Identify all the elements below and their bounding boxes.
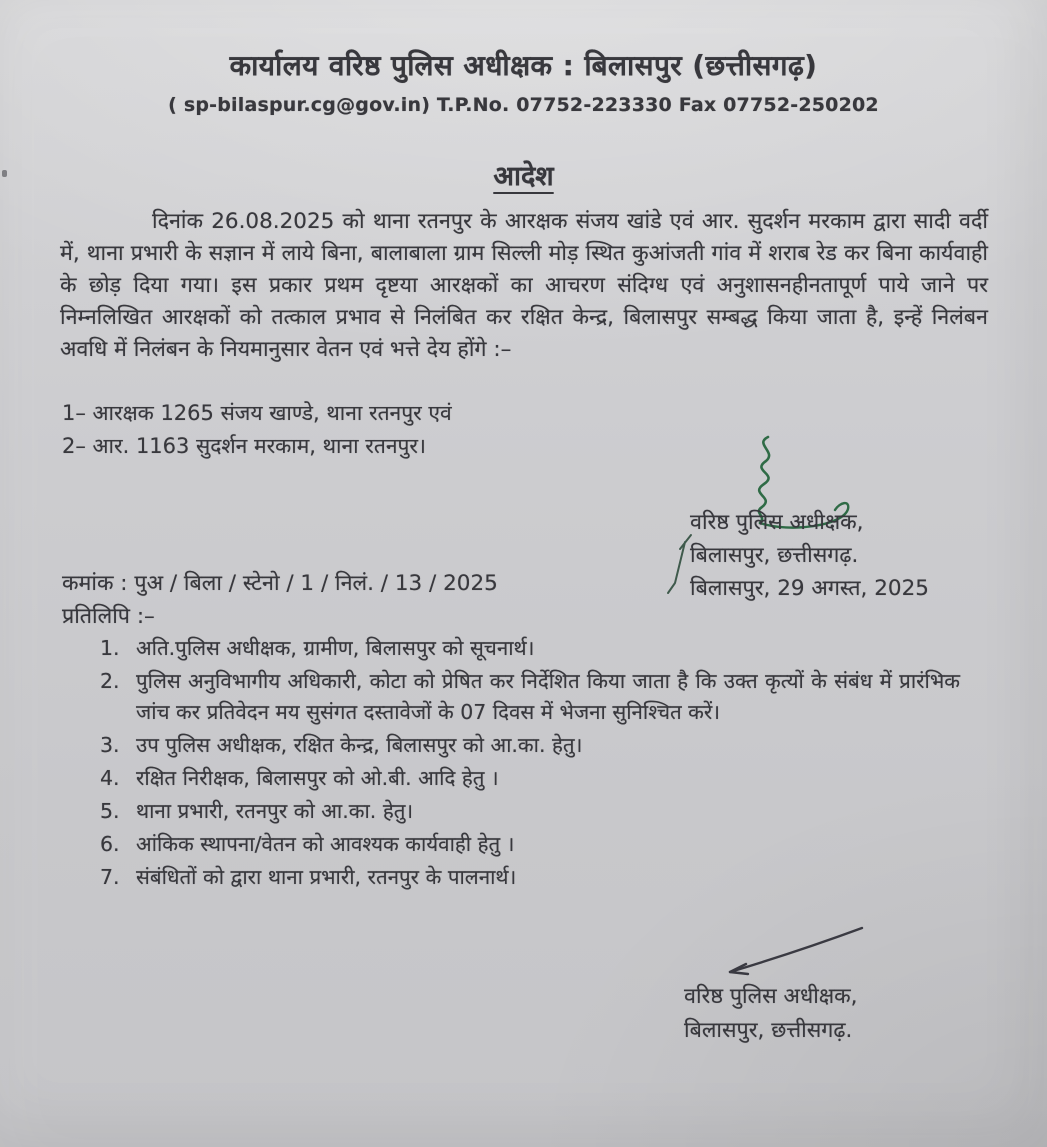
order-body-paragraph: दिनांक 26.08.2025 को थाना रतनपुर के आरक्षक संजय खांडे एवं आर. सुदर्शन मरकाम द्वारा सादी वर्दी में, थाना प्रभारी के सज्ञान में लाये बिना, बालाबाला ग्राम सिल्ली मोड़ स्थित कुआंजती गांव में शराब रेड कर बिना कार्यवाही के छोड़ दिया गया। इस प्रकार प्रथम दृष्टया आरक्षकों का आचरण संदिग्ध एवं अनुशासनहीनतापूर्ण पाये जाने पर निम्नलिखित आरक्षकों को तत्काल प्रभाव से निलंबित कर रक्षित केन्द्र, बिलासपुर सम्बद्ध किया जाता है, इन्हें निलंबन अवधि में निलंबन के नियमानुसार वेतन एवं भत्ते देय होंगे :–	[60, 209, 988, 362]
suspended-officers-list	[62, 397, 452, 463]
copy-item-number: 3.	[100, 733, 120, 757]
order-heading-row	[0, 156, 1047, 193]
officer-line-1: 1– आरक्षक 1265 संजय खाण्डे, थाना रतनपुर एवं	[62, 401, 452, 425]
copy-item-text: रक्षित निरीक्षक, बिलासपुर को ओ.बी. आदि हेतु ।	[136, 766, 499, 790]
signatory-place-top: बिलासपुर, छत्तीसगढ़.	[690, 543, 859, 568]
order-heading: आदेश	[493, 161, 554, 192]
copy-item-2	[100, 666, 960, 728]
copy-item-number: 6.	[100, 832, 120, 856]
copy-item-4	[100, 763, 960, 794]
office-title: कार्यालय वरिष्ठ पुलिस अधीक्षक : बिलासपुर (छत्तीसगढ़)	[229, 49, 818, 82]
copies-label: प्रतिलिपि :–	[62, 604, 155, 629]
copy-item-number: 5.	[100, 799, 120, 823]
copy-item-6	[100, 829, 960, 860]
signatory-designation-bottom: वरिष्ठ पुलिस अधीक्षक,	[684, 984, 858, 1009]
signature-ink-dark-icon	[712, 918, 872, 983]
letterhead	[0, 46, 1047, 116]
office-contact-line: ( sp-bilaspur.cg@gov.in) T.P.No. 07752-223330 Fax 07752-250202	[168, 94, 879, 116]
copy-item-number: 1.	[100, 636, 120, 660]
copy-item-1	[100, 633, 960, 664]
copy-item-number: 4.	[100, 766, 120, 790]
signature-block-top	[690, 506, 929, 605]
copy-item-text: पुलिस अनुविभागीय अधिकारी, कोटा को प्रेषित कर निर्देशित किया जाता है कि उक्त कृत्यों के संबंध में प्रारंभिक जांच कर प्रतिवेदन मय सुसंगत दस्तावेजों के 07 दिवस में भेजना सुनिश्चित करें।	[136, 669, 960, 724]
reference-number: कमांक : पुअ / बिला / स्टेनो / 1 / निलं. / 13 / 2025	[62, 571, 498, 596]
officer-line-2: 2– आर. 1163 सुदर्शन मरकाम, थाना रतनपुर।	[62, 434, 426, 458]
copy-item-text: आंकिक स्थापना/वेतन को आवश्यक कार्यवाही हेतु ।	[136, 832, 515, 856]
copy-item-text: थाना प्रभारी, रतनपुर को आ.का. हेतु।	[136, 799, 414, 823]
signatory-designation-top: वरिष्ठ पुलिस अधीक्षक,	[690, 510, 864, 535]
copy-item-number: 7.	[100, 865, 120, 889]
order-date-line: बिलासपुर, 29 अगस्त, 2025	[690, 576, 929, 601]
copy-item-5	[100, 796, 960, 827]
signatory-place-bottom: बिलासपुर, छत्तीसगढ़.	[684, 1018, 853, 1043]
copy-item-text: उप पुलिस अधीक्षक, रक्षित केन्द्र, बिलासपुर को आ.का. हेतु।	[136, 733, 583, 757]
copy-item-text: अति.पुलिस अधीक्षक, ग्रामीण, बिलासपुर को सूचनार्थ।	[136, 636, 535, 660]
copy-item-number: 2.	[100, 669, 120, 693]
copy-item-text: संबंधितों को द्वारा थाना प्रभारी, रतनपुर के पालनार्थ।	[136, 865, 517, 889]
copy-item-7	[100, 862, 960, 893]
copy-item-3	[100, 730, 960, 761]
signature-block-bottom	[684, 980, 858, 1048]
copies-list	[100, 633, 960, 895]
